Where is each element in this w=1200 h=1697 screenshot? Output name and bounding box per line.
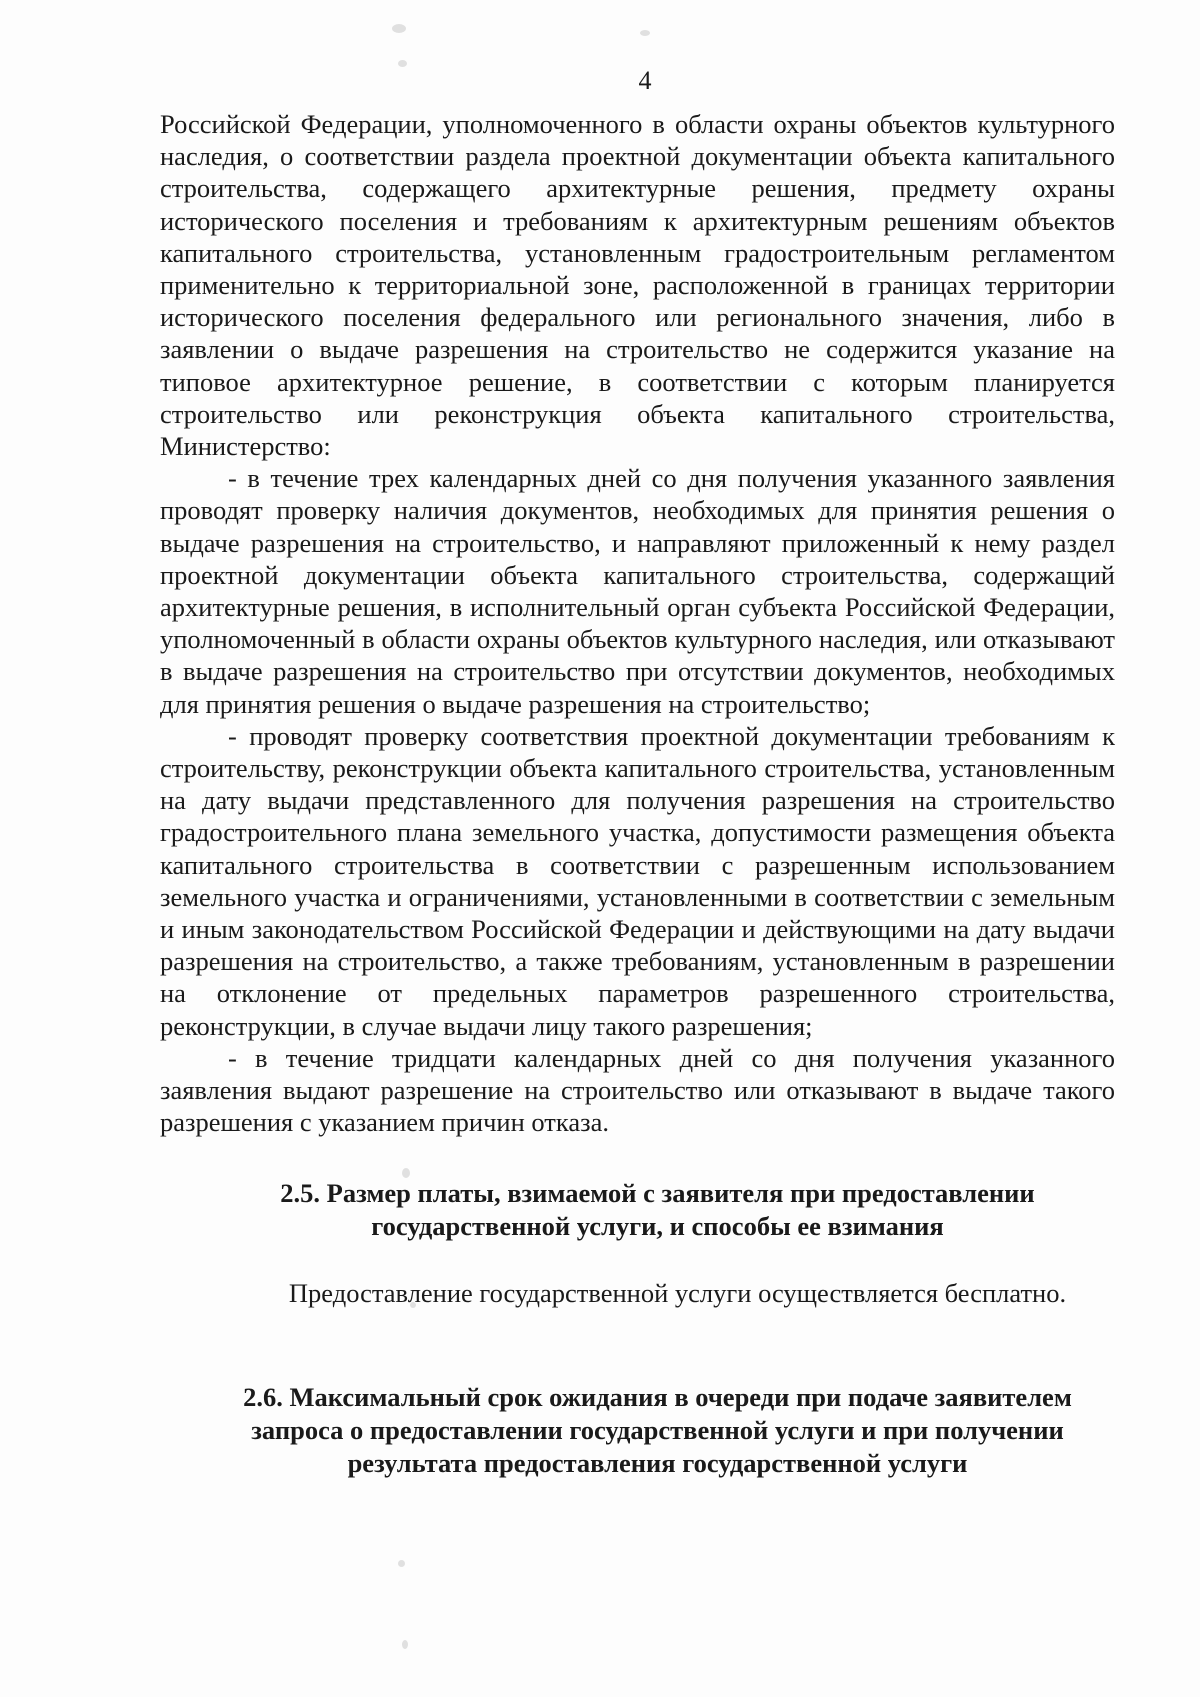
scan-noise [402,1640,408,1649]
paragraph-design-compliance: - проводят проверку соответствия проектной документации требованиям к строительству, реконструкции объекта капитального строительства, установленным на дату выдачи представленного для получения разрешения на строительство градостроительного плана земельного участка, допустимости размещения объекта капитального строительства в соответствии с разрешенным использованием земельного участка и ограничениями, установленными в соответствии с земельным и иным законодательством Российской Федерации и действующими на дату выдачи разрешения на строительство, а также требованиям, установленным в разрешении на отклонение от предельных параметров разрешенного строительства, реконструкции, в случае выдачи лицу такого разрешения; [160,720,1115,1041]
scan-noise [398,1560,405,1567]
section-heading-2-6-line-3: результата предоставления государственной услуги [347,1447,968,1478]
section-heading-2-6-line-1: 2.6. Максимальный срок ожидания в очереди при подаче заявителем [243,1381,1072,1412]
section-heading-2-5 [160,1177,1115,1243]
paragraph-document-check: - в течение трех календарных дней со дня получения указанного заявления проводят проверку наличия документов, необходимых для принятия решения о выдаче разрешения на строительство, и направляют приложенный к нему раздел проектной документации объекта капитального строительства, содержащий архитектурные решения, в исполнительный орган субъекта Российской Федерации, уполномоченный в области охраны объектов культурного наследия, или отказывают в выдаче разрешения на строительство при отсутствии документов, необходимых для принятия решения о выдаче разрешения на строительство; [160,463,1115,719]
document-body [160,108,1115,1480]
section-heading-2-5-line-1: 2.5. Размер платы, взимаемой с заявителя при предоставлении [280,1177,1035,1208]
section-heading-2-6 [160,1381,1115,1480]
section-heading-2-6-line-2: запроса о предоставлении государственной услуги и при получении [251,1414,1064,1445]
paragraph-permit-issuance: - в течение тридцати календарных дней со дня получения указанного заявления выдают разрешение на строительство или отказывают в выдаче такого разрешения с указанием причин отказа. [160,1042,1115,1138]
section-heading-2-5-line-2: государственной услуги, и способы ее взимания [371,1210,944,1241]
paragraph-ministry-conditions: Российской Федерации, уполномоченного в области охраны объектов культурного наследия, о соответствии раздела проектной документации объекта капитального строительства, содержащего архитектурные решения, предмету охраны исторического поселения и требованиям к архитектурным решениям объектов капитального строительства, установленным градостроительным регламентом применительно к территориальной зоне, расположенной в границах территории исторического поселения федерального или регионального значения, либо в заявлении о выдаче разрешения на строительство не содержится указание на типовое архитектурное решение, в соответствии с которым планируется строительство или реконструкция объекта капитального строительства, Министерство: [160,109,1115,462]
section-2-5-text: Предоставление государственной услуги осуществляется бесплатно. [288,1277,1067,1308]
scan-noise [392,24,406,33]
page-number: 4 [638,66,652,95]
scan-noise [640,30,650,36]
